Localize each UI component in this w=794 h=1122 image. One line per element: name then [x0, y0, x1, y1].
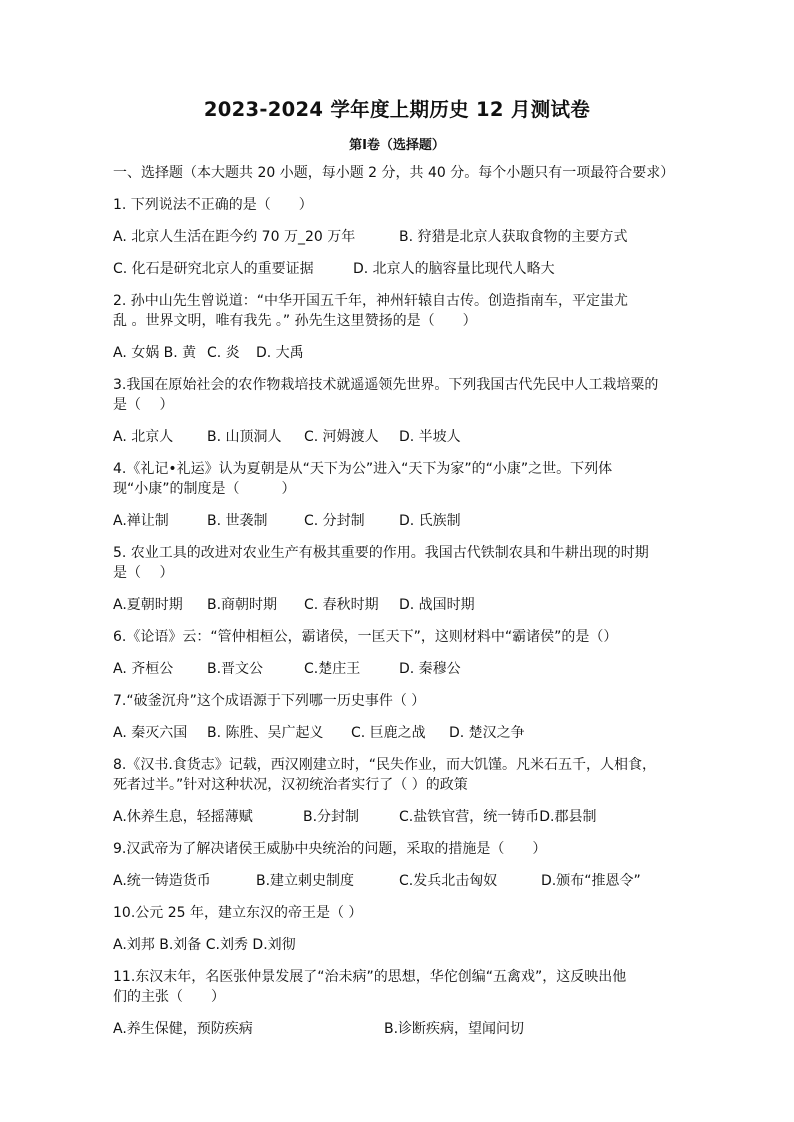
- option-d: D. 氏族制: [399, 513, 461, 529]
- question-stem: 9.汉武帝为了解决诸侯王威胁中央统治的问题，采取的措施是（ ）: [113, 841, 547, 857]
- option-c: C. 春秋时期: [304, 597, 379, 613]
- question-stem-cont: 们的主张（ ）: [113, 989, 225, 1005]
- option-a: A.统一铸造货币: [113, 873, 211, 889]
- option-c: C. 分封制: [304, 513, 365, 529]
- option-d: D. 半坡人: [399, 429, 461, 445]
- option-a: A. 齐桓公: [113, 661, 174, 677]
- option-d: D. 北京人的脑容量比现代人略大: [353, 261, 555, 277]
- question-stem-cont: 现“小康”的制度是（ ）: [113, 481, 296, 497]
- question-stem: 4.《礼记•礼运》认为夏朝是从“天下为公”进入“天下为家”的“小康”之世。下列体: [113, 461, 613, 477]
- question-stem: 6.《论语》云：“管仲相桓公，霸诸侯，一匡天下”，这则材料中“霸诸侯”的是（）: [113, 629, 618, 645]
- option-c-d: C.盐铁官营，统一铸币D.郡县制: [399, 809, 597, 825]
- question-stem-cont: 死者过半。”针对这种状况，汉初统治者实行了（ ）的政策: [113, 777, 468, 793]
- option-d: D. 大禹: [256, 345, 304, 361]
- option-b: B.建立刺史制度: [256, 873, 355, 889]
- question-stem: 7.“破釜沉舟”这个成语源于下列哪一历史事件（ ）: [113, 693, 426, 709]
- option-d: D.颁布“推恩令”: [541, 873, 641, 889]
- option-c: C. 炎: [207, 345, 240, 361]
- option-c: C. 河姆渡人: [304, 429, 379, 445]
- question-stem: 2. 孙中山先生曾说道：“中华开国五千年，神州轩辕自古传。创造指南车，平定蚩尤: [113, 293, 629, 309]
- option-b: B.诊断疾病，望闻问切: [384, 1021, 525, 1037]
- option-c: C. 巨鹿之战: [351, 725, 426, 741]
- option-a-b: A. 女娲 B. 黄: [113, 345, 197, 361]
- option-b: B. 狩猎是北京人获取食物的主要方式: [399, 229, 628, 245]
- question-stem: 10.公元 25 年，建立东汉的帝王是（ ）: [113, 905, 363, 921]
- question-stem-cont: 乱 。世界文明，唯有我先 。” 孙先生这里赞扬的是（ ）: [113, 313, 477, 329]
- option-c: C.楚庄王: [304, 661, 361, 677]
- options-a-to-d: A.刘邦 B.刘备 C.刘秀 D.刘彻: [113, 937, 296, 953]
- option-a: A.休养生息，轻摇薄赋: [113, 809, 253, 825]
- option-b: B.商朝时期: [207, 597, 278, 613]
- question-stem: 11.东汉末年，名医张仲景发展了“治未病”的思想，华佗创编“五禽戏”，这反映出他: [113, 969, 627, 985]
- section-instructions: 一、选择题（本大题共 20 小题，每小题 2 分，共 40 分。每个小题只有一项最符合要求）: [113, 165, 675, 181]
- exam-title: 2023-2024 学年度上期历史 12 月测试卷: [203, 98, 591, 121]
- option-b: B.分封制: [303, 809, 360, 825]
- question-stem: 5. 农业工具的改进对农业生产有极其重要的作用。我国古代铁制农具和牛耕出现的时期: [113, 545, 649, 561]
- question-stem: 1. 下列说法不正确的是（ ）: [113, 197, 313, 213]
- option-c: C.发兵北击匈奴: [399, 873, 498, 889]
- question-stem: 8.《汉书.食货志》记载，西汉刚建立时，“民失作业，而大饥馑。凡米石五千，人相食，: [113, 757, 657, 773]
- question-stem-cont: 是（ ）: [113, 397, 174, 413]
- question-stem-cont: 是（ ）: [113, 565, 174, 581]
- option-a: A.养生保健，预防疾病: [113, 1021, 253, 1037]
- option-b: B.晋文公: [207, 661, 264, 677]
- option-a: A. 北京人: [113, 429, 174, 445]
- option-d: D. 秦穆公: [399, 661, 461, 677]
- option-d: D. 楚汉之争: [449, 725, 525, 741]
- option-b: B. 陈胜、吴广起义: [207, 725, 324, 741]
- option-a: A. 北京人生活在距今约 70 万_20 万年: [113, 229, 356, 245]
- option-a: A. 秦灭六国: [113, 725, 188, 741]
- section-subtitle: 第Ⅰ卷（选择题）: [349, 138, 445, 153]
- question-stem: 3.我国在原始社会的农作物栽培技术就遥遥领先世界。下列我国古代先民中人工栽培粟的: [113, 377, 659, 393]
- option-b: B. 世袭制: [207, 513, 268, 529]
- option-d: D. 战国时期: [399, 597, 475, 613]
- option-a: A.夏朝时期: [113, 597, 183, 613]
- option-b: B. 山顶洞人: [207, 429, 282, 445]
- option-c: C. 化石是研究北京人的重要证据: [113, 261, 314, 277]
- option-a: A.禅让制: [113, 513, 169, 529]
